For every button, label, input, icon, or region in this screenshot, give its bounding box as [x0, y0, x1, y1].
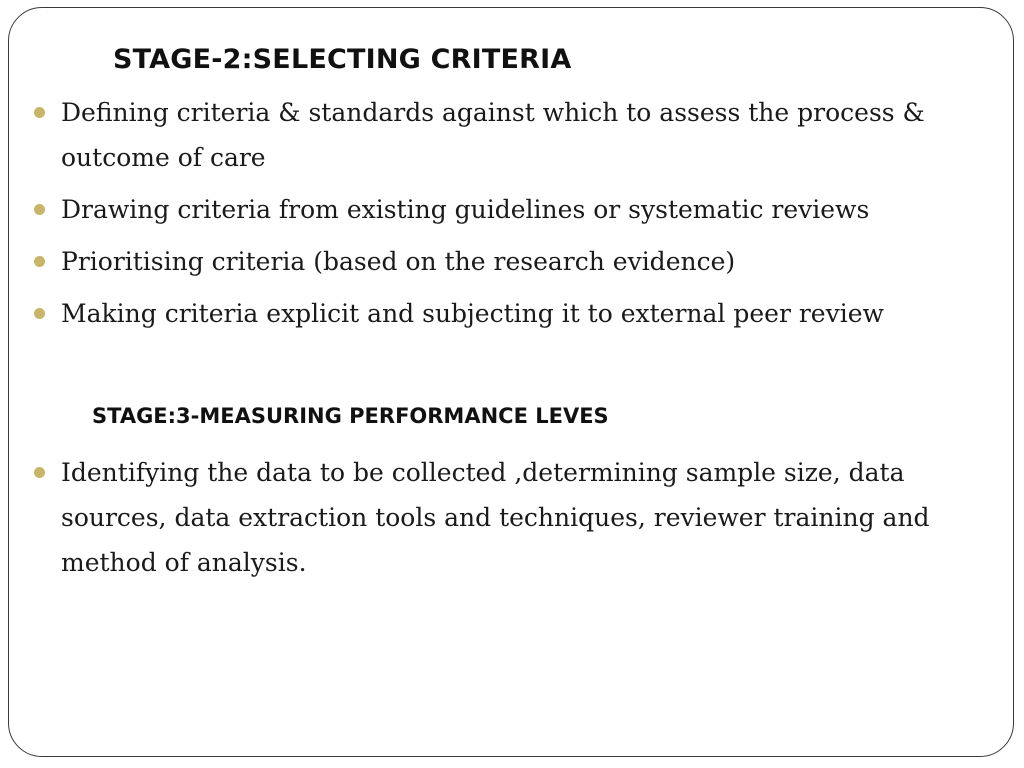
bullet-text: Making criteria explicit and subjecting it to external peer review: [61, 299, 884, 328]
bullet-item: [0, 239, 960, 284]
bullet-dot-icon: [34, 256, 45, 267]
stage-3-bullet-list: [0, 450, 960, 592]
stage-3-heading: STAGE:3-MEASURING PERFORMANCE LEVES: [92, 404, 609, 428]
bullet-dot-icon: [34, 308, 45, 319]
bullet-dot-icon: [34, 467, 45, 478]
bullet-item: [0, 187, 960, 232]
bullet-dot-icon: [34, 107, 45, 118]
bullet-text: Prioritising criteria (based on the research evidence): [61, 247, 736, 276]
bullet-text: Drawing criteria from existing guidelines or systematic reviews: [61, 195, 870, 224]
bullet-item: [0, 450, 960, 585]
bullet-item: [0, 291, 960, 336]
bullet-text: Defining criteria & standards against which to assess the process & outcome of care: [61, 98, 925, 172]
stage-2-heading: STAGE-2:SELECTING CRITERIA: [113, 44, 572, 75]
bullet-item: [0, 90, 960, 180]
bullet-dot-icon: [34, 204, 45, 215]
stage-2-bullet-list: [0, 90, 960, 343]
bullet-text: Identifying the data to be collected ,determining sample size, data sources, data extraction tools and techniques, reviewer training and method of analysis.: [61, 458, 930, 577]
